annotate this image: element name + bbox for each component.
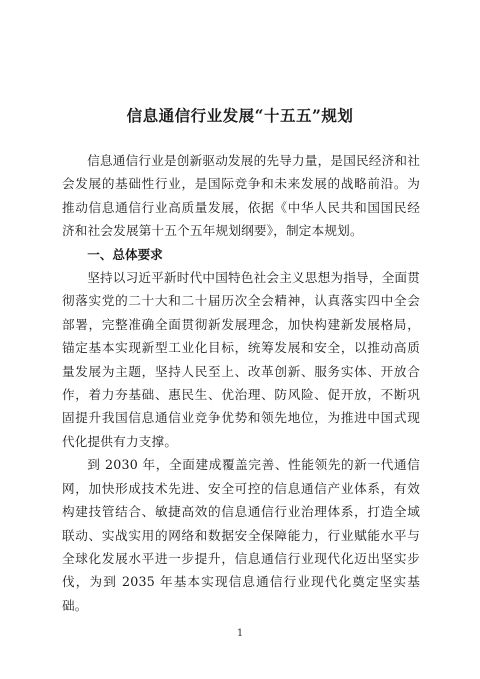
document-body	[62, 149, 420, 617]
guiding-principles-paragraph: 坚持以习近平新时代中国特色社会主义思想为指导，全面贯彻落实党的二十大和二十届历次全会精神，认真落实四中全会部署，完整准确全面贯彻新发展理念，加快构建新发展格局，锚定基本实现新型工业化目标，统筹发展和安全，以推动高质量发展为主题，坚持人民至上、改革创新、服务实体、开放合作，着力夯基础、惠民生、优治理、防风险、促开放，不断巩固提升我国信息通信业竞争优势和领先地位，为推进中国式现代化提供有力支撑。	[62, 270, 420, 449]
document-title: 信息通信行业发展“十五五”规划	[126, 106, 354, 125]
goals-2030-paragraph: 到 2030 年，全面建成覆盖完善、性能领先的新一代通信网，加快形成技术先进、安全可控的信息通信产业体系，有效构建技管结合、敏捷高效的信息通信行业治理体系，打造全域联动、实战实用的网络和数据安全保障能力，行业赋能水平与全球化发展水平进一步提升，信息通信行业现代化迈出坚实步伐，为到 2035 年基本实现信息通信行业现代化奠定坚实基础。	[62, 457, 420, 613]
intro-paragraph: 信息通信行业是创新驱动发展的先导力量，是国民经济和社会发展的基础性行业，是国际竞争和未来发展的战略前沿。为推动信息通信行业高质量发展，依据《中华人民共和国国民经济和社会发展第十五个五年规划纲要》，制定本规划。	[62, 153, 420, 239]
section-heading: 一、总体要求	[87, 246, 163, 262]
page-number: 1	[236, 628, 244, 639]
